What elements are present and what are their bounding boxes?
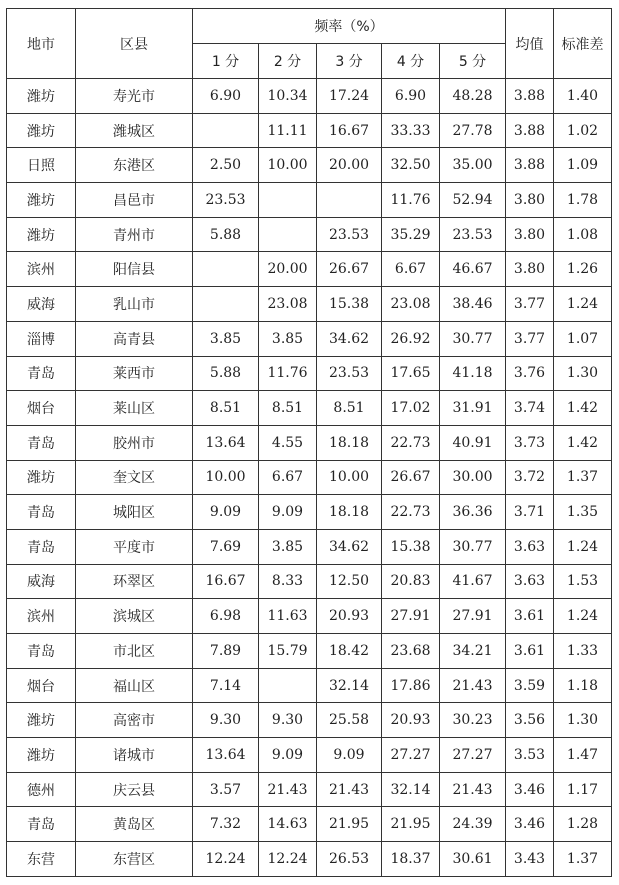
county-cell: 庆云县 — [76, 772, 193, 807]
table-body — [7, 79, 612, 877]
score-4-cell: 27.27 — [382, 738, 440, 773]
score-4-cell: 6.90 — [382, 79, 440, 114]
score-2-cell: 4.55 — [259, 425, 317, 460]
city-cell: 青岛 — [7, 807, 76, 842]
score-4-cell: 17.65 — [382, 356, 440, 391]
table-header — [7, 9, 612, 79]
mean-cell: 3.56 — [506, 703, 554, 738]
score-2-cell: 10.34 — [259, 79, 317, 114]
table-row — [7, 807, 612, 842]
score-4-cell: 27.91 — [382, 599, 440, 634]
mean-cell: 3.46 — [506, 807, 554, 842]
std-cell: 1.24 — [554, 529, 612, 564]
county-cell: 平度市 — [76, 529, 193, 564]
score-1-cell: 13.64 — [193, 738, 259, 773]
county-cell: 奎文区 — [76, 460, 193, 495]
std-cell: 1.53 — [554, 564, 612, 599]
city-cell: 滨州 — [7, 599, 76, 634]
score-1-cell: 8.51 — [193, 391, 259, 426]
score-5-cell: 27.78 — [440, 113, 506, 148]
mean-cell: 3.73 — [506, 425, 554, 460]
score-1-cell: 6.98 — [193, 599, 259, 634]
mean-cell: 3.71 — [506, 495, 554, 530]
city-cell: 青岛 — [7, 356, 76, 391]
table-row — [7, 79, 612, 114]
city-cell: 青岛 — [7, 529, 76, 564]
score-4-cell: 21.95 — [382, 807, 440, 842]
county-cell: 城阳区 — [76, 495, 193, 530]
header-std: 标准差 — [554, 9, 612, 79]
city-cell: 潍坊 — [7, 703, 76, 738]
score-1-cell: 7.14 — [193, 668, 259, 703]
score-4-cell: 6.67 — [382, 252, 440, 287]
score-2-cell: 6.67 — [259, 460, 317, 495]
score-3-cell: 21.43 — [317, 772, 382, 807]
table-row — [7, 460, 612, 495]
city-cell: 日照 — [7, 148, 76, 183]
city-cell: 潍坊 — [7, 460, 76, 495]
score-5-cell: 27.27 — [440, 738, 506, 773]
score-3-cell: 17.24 — [317, 79, 382, 114]
table-row — [7, 113, 612, 148]
score-3-cell: 20.93 — [317, 599, 382, 634]
county-cell: 阳信县 — [76, 252, 193, 287]
std-cell: 1.40 — [554, 79, 612, 114]
mean-cell: 3.80 — [506, 183, 554, 218]
table-row — [7, 738, 612, 773]
table-row — [7, 703, 612, 738]
score-3-cell: 8.51 — [317, 391, 382, 426]
table-row — [7, 356, 612, 391]
table-row — [7, 148, 612, 183]
score-2-cell: 12.24 — [259, 842, 317, 877]
std-cell: 1.37 — [554, 460, 612, 495]
city-cell: 潍坊 — [7, 738, 76, 773]
score-1-cell: 2.50 — [193, 148, 259, 183]
header-score-4: 4 分 — [382, 44, 440, 79]
city-cell: 潍坊 — [7, 79, 76, 114]
score-2-cell: 3.85 — [259, 321, 317, 356]
score-1-cell: 23.53 — [193, 183, 259, 218]
county-cell: 莱山区 — [76, 391, 193, 426]
score-1-cell — [193, 252, 259, 287]
table-row — [7, 772, 612, 807]
mean-cell: 3.74 — [506, 391, 554, 426]
std-cell: 1.35 — [554, 495, 612, 530]
mean-cell: 3.63 — [506, 564, 554, 599]
score-5-cell: 31.91 — [440, 391, 506, 426]
score-5-cell: 38.46 — [440, 287, 506, 322]
city-cell: 威海 — [7, 564, 76, 599]
score-3-cell: 9.09 — [317, 738, 382, 773]
header-county: 区县 — [76, 9, 193, 79]
score-2-cell: 23.08 — [259, 287, 317, 322]
score-2-cell: 14.63 — [259, 807, 317, 842]
score-2-cell: 20.00 — [259, 252, 317, 287]
score-1-cell: 13.64 — [193, 425, 259, 460]
header-city: 地市 — [7, 9, 76, 79]
score-4-cell: 23.08 — [382, 287, 440, 322]
score-2-cell: 10.00 — [259, 148, 317, 183]
score-3-cell: 12.50 — [317, 564, 382, 599]
mean-cell: 3.53 — [506, 738, 554, 773]
std-cell: 1.02 — [554, 113, 612, 148]
score-5-cell: 21.43 — [440, 668, 506, 703]
county-cell: 昌邑市 — [76, 183, 193, 218]
score-4-cell: 23.68 — [382, 634, 440, 669]
table-row — [7, 842, 612, 877]
county-cell: 莱西市 — [76, 356, 193, 391]
score-3-cell: 18.18 — [317, 495, 382, 530]
county-cell: 寿光市 — [76, 79, 193, 114]
std-cell: 1.18 — [554, 668, 612, 703]
score-1-cell: 10.00 — [193, 460, 259, 495]
score-2-cell: 15.79 — [259, 634, 317, 669]
std-cell: 1.30 — [554, 356, 612, 391]
score-4-cell: 32.50 — [382, 148, 440, 183]
std-cell: 1.33 — [554, 634, 612, 669]
score-5-cell: 35.00 — [440, 148, 506, 183]
mean-cell: 3.80 — [506, 252, 554, 287]
mean-cell: 3.77 — [506, 321, 554, 356]
county-cell: 高密市 — [76, 703, 193, 738]
table-row — [7, 391, 612, 426]
score-5-cell: 21.43 — [440, 772, 506, 807]
county-cell: 潍城区 — [76, 113, 193, 148]
score-2-cell: 3.85 — [259, 529, 317, 564]
table-row — [7, 564, 612, 599]
score-2-cell: 9.30 — [259, 703, 317, 738]
score-3-cell: 23.53 — [317, 356, 382, 391]
table-row — [7, 252, 612, 287]
score-3-cell: 26.67 — [317, 252, 382, 287]
mean-cell: 3.88 — [506, 113, 554, 148]
std-cell: 1.26 — [554, 252, 612, 287]
score-1-cell: 9.09 — [193, 495, 259, 530]
score-4-cell: 11.76 — [382, 183, 440, 218]
county-cell: 胶州市 — [76, 425, 193, 460]
county-cell: 高青县 — [76, 321, 193, 356]
score-1-cell: 9.30 — [193, 703, 259, 738]
score-2-cell — [259, 183, 317, 218]
std-cell: 1.17 — [554, 772, 612, 807]
std-cell: 1.24 — [554, 599, 612, 634]
mean-cell: 3.72 — [506, 460, 554, 495]
score-4-cell: 20.83 — [382, 564, 440, 599]
score-1-cell — [193, 113, 259, 148]
table-row — [7, 321, 612, 356]
score-1-cell: 7.32 — [193, 807, 259, 842]
header-score-5: 5 分 — [440, 44, 506, 79]
city-cell: 东营 — [7, 842, 76, 877]
mean-cell: 3.63 — [506, 529, 554, 564]
county-cell: 东营区 — [76, 842, 193, 877]
std-cell: 1.78 — [554, 183, 612, 218]
county-cell: 诸城市 — [76, 738, 193, 773]
score-3-cell: 10.00 — [317, 460, 382, 495]
score-4-cell: 22.73 — [382, 495, 440, 530]
score-1-cell: 12.24 — [193, 842, 259, 877]
score-2-cell — [259, 217, 317, 252]
table-row — [7, 599, 612, 634]
score-1-cell: 5.88 — [193, 217, 259, 252]
mean-cell: 3.76 — [506, 356, 554, 391]
city-cell: 烟台 — [7, 391, 76, 426]
frequency-table — [6, 8, 612, 877]
std-cell: 1.08 — [554, 217, 612, 252]
score-4-cell: 15.38 — [382, 529, 440, 564]
score-3-cell: 25.58 — [317, 703, 382, 738]
score-3-cell: 18.42 — [317, 634, 382, 669]
score-5-cell: 30.61 — [440, 842, 506, 877]
score-2-cell: 9.09 — [259, 738, 317, 773]
score-3-cell: 34.62 — [317, 321, 382, 356]
score-4-cell: 26.67 — [382, 460, 440, 495]
score-5-cell: 36.36 — [440, 495, 506, 530]
score-3-cell: 26.53 — [317, 842, 382, 877]
score-3-cell: 34.62 — [317, 529, 382, 564]
score-5-cell: 40.91 — [440, 425, 506, 460]
score-1-cell: 16.67 — [193, 564, 259, 599]
city-cell: 烟台 — [7, 668, 76, 703]
score-5-cell: 34.21 — [440, 634, 506, 669]
county-cell: 福山区 — [76, 668, 193, 703]
mean-cell: 3.46 — [506, 772, 554, 807]
score-3-cell: 21.95 — [317, 807, 382, 842]
score-5-cell: 41.67 — [440, 564, 506, 599]
score-5-cell: 24.39 — [440, 807, 506, 842]
score-2-cell: 11.63 — [259, 599, 317, 634]
table-row — [7, 425, 612, 460]
city-cell: 威海 — [7, 287, 76, 322]
table-wrapper — [6, 8, 611, 877]
score-5-cell: 52.94 — [440, 183, 506, 218]
table-row — [7, 495, 612, 530]
score-4-cell: 17.86 — [382, 668, 440, 703]
table-row — [7, 287, 612, 322]
std-cell: 1.09 — [554, 148, 612, 183]
header-score-3: 3 分 — [317, 44, 382, 79]
county-cell: 环翠区 — [76, 564, 193, 599]
std-cell: 1.42 — [554, 391, 612, 426]
score-2-cell: 21.43 — [259, 772, 317, 807]
score-4-cell: 26.92 — [382, 321, 440, 356]
score-1-cell: 5.88 — [193, 356, 259, 391]
mean-cell: 3.88 — [506, 79, 554, 114]
score-2-cell: 8.33 — [259, 564, 317, 599]
county-cell: 市北区 — [76, 634, 193, 669]
score-4-cell: 18.37 — [382, 842, 440, 877]
table-row — [7, 668, 612, 703]
score-5-cell: 30.77 — [440, 529, 506, 564]
score-3-cell: 18.18 — [317, 425, 382, 460]
city-cell: 淄博 — [7, 321, 76, 356]
score-1-cell: 3.85 — [193, 321, 259, 356]
table-row — [7, 183, 612, 218]
mean-cell: 3.61 — [506, 599, 554, 634]
mean-cell: 3.80 — [506, 217, 554, 252]
mean-cell: 3.77 — [506, 287, 554, 322]
std-cell: 1.28 — [554, 807, 612, 842]
city-cell: 青岛 — [7, 425, 76, 460]
score-2-cell: 8.51 — [259, 391, 317, 426]
mean-cell: 3.61 — [506, 634, 554, 669]
score-2-cell: 11.11 — [259, 113, 317, 148]
county-cell: 滨城区 — [76, 599, 193, 634]
score-1-cell: 7.69 — [193, 529, 259, 564]
score-3-cell: 20.00 — [317, 148, 382, 183]
city-cell: 德州 — [7, 772, 76, 807]
std-cell: 1.42 — [554, 425, 612, 460]
score-4-cell: 20.93 — [382, 703, 440, 738]
score-3-cell — [317, 183, 382, 218]
score-1-cell: 6.90 — [193, 79, 259, 114]
score-5-cell: 41.18 — [440, 356, 506, 391]
county-cell: 青州市 — [76, 217, 193, 252]
score-4-cell: 17.02 — [382, 391, 440, 426]
mean-cell: 3.88 — [506, 148, 554, 183]
city-cell: 潍坊 — [7, 217, 76, 252]
table-row — [7, 529, 612, 564]
score-3-cell: 32.14 — [317, 668, 382, 703]
table-row — [7, 217, 612, 252]
city-cell: 青岛 — [7, 495, 76, 530]
score-4-cell: 22.73 — [382, 425, 440, 460]
header-mean: 均值 — [506, 9, 554, 79]
score-2-cell: 9.09 — [259, 495, 317, 530]
score-5-cell: 48.28 — [440, 79, 506, 114]
score-5-cell: 30.23 — [440, 703, 506, 738]
std-cell: 1.37 — [554, 842, 612, 877]
score-3-cell: 16.67 — [317, 113, 382, 148]
score-5-cell: 46.67 — [440, 252, 506, 287]
score-1-cell — [193, 287, 259, 322]
mean-cell: 3.59 — [506, 668, 554, 703]
score-5-cell: 30.00 — [440, 460, 506, 495]
score-4-cell: 35.29 — [382, 217, 440, 252]
city-cell: 潍坊 — [7, 183, 76, 218]
score-2-cell — [259, 668, 317, 703]
std-cell: 1.30 — [554, 703, 612, 738]
city-cell: 潍坊 — [7, 113, 76, 148]
score-2-cell: 11.76 — [259, 356, 317, 391]
std-cell: 1.24 — [554, 287, 612, 322]
score-4-cell: 32.14 — [382, 772, 440, 807]
table-row — [7, 634, 612, 669]
header-score-1: 1 分 — [193, 44, 259, 79]
county-cell: 乳山市 — [76, 287, 193, 322]
score-5-cell: 23.53 — [440, 217, 506, 252]
header-frequency: 频率（%） — [193, 9, 506, 44]
county-cell: 东港区 — [76, 148, 193, 183]
score-1-cell: 3.57 — [193, 772, 259, 807]
std-cell: 1.07 — [554, 321, 612, 356]
score-3-cell: 15.38 — [317, 287, 382, 322]
county-cell: 黄岛区 — [76, 807, 193, 842]
score-5-cell: 27.91 — [440, 599, 506, 634]
score-3-cell: 23.53 — [317, 217, 382, 252]
mean-cell: 3.43 — [506, 842, 554, 877]
score-4-cell: 33.33 — [382, 113, 440, 148]
city-cell: 滨州 — [7, 252, 76, 287]
city-cell: 青岛 — [7, 634, 76, 669]
header-score-2: 2 分 — [259, 44, 317, 79]
score-1-cell: 7.89 — [193, 634, 259, 669]
score-5-cell: 30.77 — [440, 321, 506, 356]
std-cell: 1.47 — [554, 738, 612, 773]
